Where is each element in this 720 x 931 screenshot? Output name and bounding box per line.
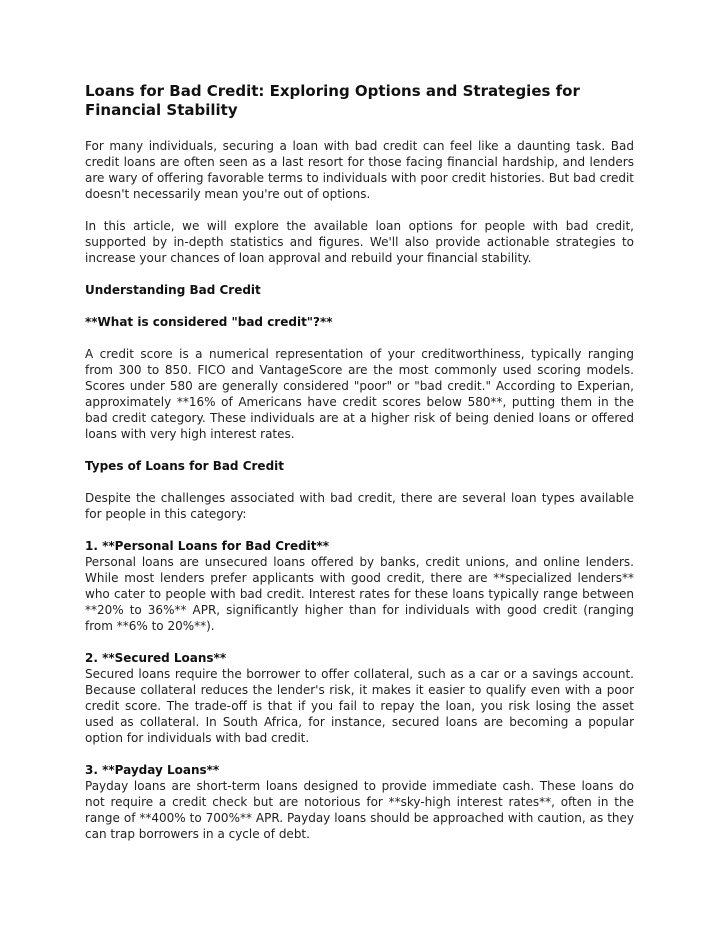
subheading-bad-credit-definition: **What is considered "bad credit"?**: [85, 315, 333, 329]
list-item-heading-personal-loans: 1. **Personal Loans for Bad Credit**: [85, 539, 330, 553]
section-heading-loan-types: Types of Loans for Bad Credit: [85, 459, 285, 473]
loan-types-intro: Despite the challenges associated with bad credit, there are several loan types available for people in this category:: [85, 491, 634, 521]
intro-paragraph-2: In this article, we will explore the available loan options for people with bad credit, supported by in-depth statistics and figures. We'll also provide actionable strategies to increase your chances of loan approval and rebuild your financial stability.: [85, 219, 634, 265]
list-item-heading-payday-loans: 3. **Payday Loans**: [85, 763, 220, 777]
list-item-body-secured-loans: Secured loans require the borrower to offer collateral, such as a car or a savings account. Because collateral reduces the lender's risk, it makes it easier to qualify even with a poor credit score. The trade-off is that if you fail to repay the loan, you risk losing the asset used as collateral. In South Africa, for instance, secured loans are becoming a popular option for individuals with bad credit.: [85, 667, 634, 745]
intro-paragraph-1: For many individuals, securing a loan with bad credit can feel like a daunting task. Bad credit loans are often seen as a last resort for those facing financial hardship, and lenders are wary of offering favorable terms to individuals with poor credit histories. But bad credit doesn't necessarily mean you're out of options.: [85, 139, 634, 201]
list-item-heading-secured-loans: 2. **Secured Loans**: [85, 651, 227, 665]
credit-score-paragraph: A credit score is a numerical representation of your creditworthiness, typically ranging from 300 to 850. FICO and VantageScore are the most commonly used scoring models. Scores under 580 are generally considered "poor" or "bad credit." According to Experian, approximately **16% of Americans have credit scores below 580**, putting them in the bad credit category. These individuals are at a higher risk of being denied loans or offered loans with very high interest rates.: [85, 347, 634, 441]
section-heading-understanding: Understanding Bad Credit: [85, 283, 261, 297]
document-title: Loans for Bad Credit: Exploring Options and Strategies for Financial Stability: [85, 82, 580, 119]
list-item-body-payday-loans: Payday loans are short-term loans designed to provide immediate cash. These loans do not require a credit check but are notorious for **sky-high interest rates**, often in the range of **400% to 700%** APR. Payday loans should be approached with caution, as they can trap borrowers in a cycle of debt.: [85, 779, 634, 841]
list-item-body-personal-loans: Personal loans are unsecured loans offered by banks, credit unions, and online lenders. While most lenders prefer applicants with good credit, there are **specialized lenders** who cater to people with bad credit. Interest rates for these loans typically range between **20% to 36%** APR, significantly higher than for individuals with good credit (ranging from **6% to 20%**).: [85, 555, 634, 633]
